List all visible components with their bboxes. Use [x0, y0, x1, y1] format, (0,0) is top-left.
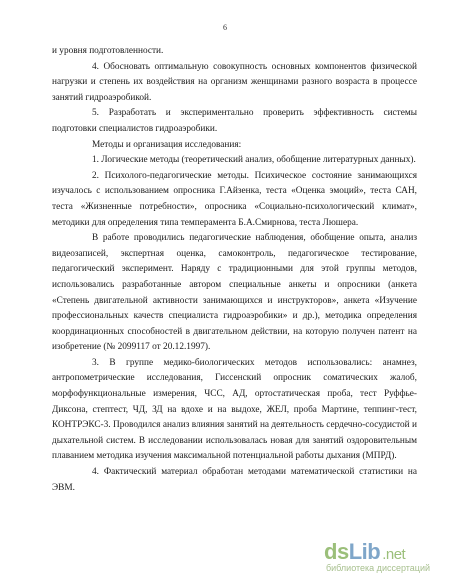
dslib-tagline: библиотека диссертаций — [326, 563, 431, 573]
dslib-watermark[interactable] — [324, 539, 442, 577]
page-number: 6 — [223, 23, 227, 32]
paragraph-pedagogical: В работе проводились педагогические наблюдения, обобщение опыта, анализ видеозаписей, экспертная оценка, самоконтроль, педагогическое тестирование, педагогический эксперимент. Наряду с традиционными для этой группы методов, использовались разработанные автором специальные анкеты и опросники (анкета «Степень двигательной активности занимающихся и инструкторов», анкета «Изучение профессиональных качеств специалиста гидроаэробики» и др.), методика определения координационных способностей в двигательном действии, на которую получен патент на изобретение (№ 2099117 от 20.12.1997). — [52, 233, 417, 353]
paragraph-method-2: 2. Психолого-педагогические методы. Психическое состояние занимающихся изучалось с использованием опросника Г.Айзенка, теста «Оценка эмоций», теста САН, теста «Жизненные потребности», опросника «Социально-психологический климат», методики для определения типа темперамента Б.А.Смирнова, теста Люшера. — [52, 170, 417, 228]
paragraph-intro-tail: и уровня подготовленности. — [52, 46, 164, 56]
paragraph-method-3: 3. В группе медико-биологических методов использовались: анамнез, антропометрические исследования, Гиссенский опросник соматических жалоб, морфофункциональные измерения, ЧСС, АД, ортостатическая проба, тест Руффье-Диксона, стептест, ЧД, ЗД на вдохе и на выдохе, ЖЕЛ, проба Мартине, теппинг-тест, КОНТРЭКС-3. Проводился анализ влияния занятий на деятельность сердечно-сосудистой и дыхательной систем. В исследовании использовалась новая для занятий оздоровительным плаванием методика изучения максимальной потенциальной работы дыхания (МПРД). — [52, 357, 417, 462]
paragraph-method-4: 4. Фактический материал обработан методами математической статистики на ЭВМ. — [52, 467, 417, 493]
paragraph-method-1: 1. Логические методы (теоретический анализ, обобщение литературных данных). — [92, 155, 416, 166]
dslib-logo: dsLib .net — [324, 539, 406, 564]
paragraph-task-5: 5. Разработать и экспериментально проверить эффективность системы подготовки специалистов гидроаэробики. — [52, 108, 417, 134]
section-heading-methods: Методы и организация исследования: — [92, 139, 242, 150]
paragraph-task-4: 4. Обосновать оптимальную совокупность основных компонентов физической нагрузки и степень их воздействия на организм женщинами разного возраста в процессе занятий гидроаэробикой. — [52, 61, 417, 103]
document-body — [52, 44, 417, 496]
